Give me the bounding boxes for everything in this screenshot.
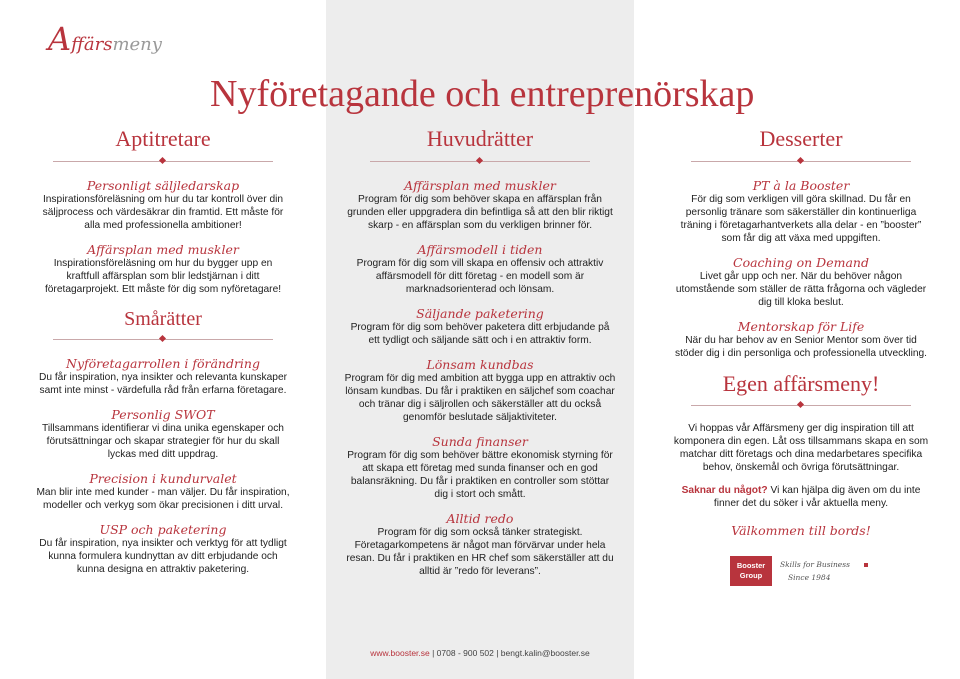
item-heading: Precision i kundurvalet: [89, 471, 237, 486]
booster-logo-square: [864, 563, 868, 567]
divider: [53, 156, 273, 168]
welcome-text: Välkommen till bords!: [731, 523, 871, 538]
page-title: Nyföretagande och entreprenörskap: [210, 73, 755, 115]
item-text: Inspirationsföreläsning om hur du bygger upp en kraftfull affärsplan som blir ledstjärnan i ditt företagarprojekt. Ett måste för dig som nyföretagare!: [44, 258, 282, 295]
item-text: Program för dig som behöver bättre ekonomisk styrning för att skapa ett företag med sunda finanser och en god balansräkning. Du får i praktiken en controller som stöttar dig i stort och smått.: [347, 450, 613, 500]
item-heading: USP och paketering: [99, 522, 227, 537]
item-heading: Affärsmodell i tiden: [417, 242, 543, 257]
column-title: Aptitretare: [115, 126, 211, 151]
column-title: Huvudrätter: [426, 126, 534, 151]
item-text: Du får inspiration, nya insikter och relevanta kunskaper samt inte minst - värdefulla råd från erfarna företagare.: [38, 372, 288, 396]
item-text: För dig som verkligen vill göra skillnad. Du får en personlig tränare som säkerställer din kontinuerliga träning i företagarhantverkets alla delar - en ”booster” som får dig att växa med uppgiften.: [680, 194, 922, 244]
column-aptitretare: [36, 124, 290, 586]
column-huvudratter: [344, 124, 616, 588]
item-heading: Mentorskap för Life: [737, 319, 865, 334]
item-text: Inspirationsföreläsning om hur du tar kontroll över din säljprocess och värdesäkrar din framtid. Ett måste för alla med professionella ambitioner!: [42, 194, 284, 231]
item-text: Program för dig som vill skapa en offensiv och attraktiv affärsmodell för ditt företag - en modell som är marknadsorienterad och lönsam.: [356, 258, 604, 295]
divider: [53, 334, 273, 346]
item-text: Program för dig som behöver paketera ditt erbjudande på ett tydligt och säljande sätt och i en attraktiv form.: [350, 322, 610, 346]
item-heading: Personlig SWOT: [111, 407, 215, 422]
section-title: Smårätter: [124, 308, 202, 330]
item-text: Program för dig som behöver skapa en affärsplan från grunden eller uppgradera din befintliga så att den blir riktigt skarp - en affärsplan som du verkligen brinner för.: [347, 194, 613, 231]
item-heading: Lönsam kundbas: [426, 357, 534, 372]
item-heading: Personligt säljledarskap: [86, 178, 240, 193]
column-title: Desserter: [759, 126, 843, 151]
website-link[interactable]: www.booster.se: [370, 648, 430, 658]
divider: [370, 156, 590, 168]
item-heading: PT à la Booster: [752, 178, 850, 193]
custom-menu-text: Vi hoppas vår Affärsmeny ger dig inspiration till att komponera din egen. Låt oss tillsammans skapa en som matchar ditt företags och dina medarbetares specifika behov, önskemål och övriga förutsättningar.: [673, 423, 929, 473]
logo-initial: A: [48, 20, 72, 58]
saknar-text: Vi kan hjälpa dig även om du inte finner det du söker i vår aktuella meny.: [713, 485, 921, 509]
item-heading: Nyföretagarrollen i förändring: [66, 356, 260, 371]
booster-since: Since 1984: [788, 573, 831, 582]
item-text: Du får inspiration, nya insikter och verktyg för att tydligt kunna formulera kundnyttan av ditt erbjudande och kunna designa en attraktiv paketering.: [39, 538, 287, 575]
item-text: Program för dig med ambition att bygga upp en attraktiv och lönsam kundbas. Du får i praktiken en säljchef som coachar och tränar dig i säljrollen och säkerställer att du också genomför beslutade säljaktiviteter.: [344, 373, 616, 423]
item-text: Program för dig som också tänker strategiskt. Företagarkompetens är något man förvärvar under hela resan. Du får i praktiken en HR chef som säkerställer att du alltid är ”redo för leverans”.: [346, 527, 614, 577]
item-heading: Affärsplan med muskler: [404, 178, 556, 193]
item-heading: Säljande paketering: [416, 306, 544, 321]
booster-tagline: Skills for Business: [780, 560, 850, 569]
item-heading: Sunda finanser: [432, 434, 528, 449]
item-heading: Coaching on Demand: [733, 255, 869, 270]
item-heading: Alltid redo: [446, 511, 514, 526]
booster-group-logo: [730, 552, 880, 590]
footer-contact: [326, 648, 634, 658]
divider: [691, 156, 911, 168]
item-text: Livet går upp och ner. När du behöver någon utomstående som ställer de rätta frågorna och vägleder dig till kloka beslut.: [675, 271, 927, 308]
custom-menu-title: Egen affärsmeny!: [722, 371, 880, 396]
item-heading: Affärsplan med muskler: [87, 242, 239, 257]
saknar-label: Saknar du något?: [681, 485, 768, 496]
logo-suffix: meny: [112, 34, 162, 55]
logo-rest: ffärs: [71, 34, 113, 55]
column-desserter: [672, 124, 930, 537]
item-text: Man blir inte med kunder - man väljer. Du får inspiration, modeller och verkyg som ökar precisionen i ditt urval.: [36, 487, 290, 511]
item-text: När du har behov av en Senior Mentor som över tid stöder dig i din personliga och professionella utveckling.: [674, 335, 927, 359]
contact-info: | 0708 - 900 502 | bengt.kalin@booster.se: [429, 648, 590, 658]
booster-logo-box: Booster Group: [730, 556, 772, 586]
saknar-paragraph: [672, 484, 930, 510]
item-text: Tillsammans identifierar vi dina unika egenskaper och förutsättningar och skapar strategier för hur du skall lyckas med ditt uppdrag.: [42, 423, 284, 460]
affarsmeny-logo: [48, 20, 162, 58]
divider: [691, 400, 911, 412]
